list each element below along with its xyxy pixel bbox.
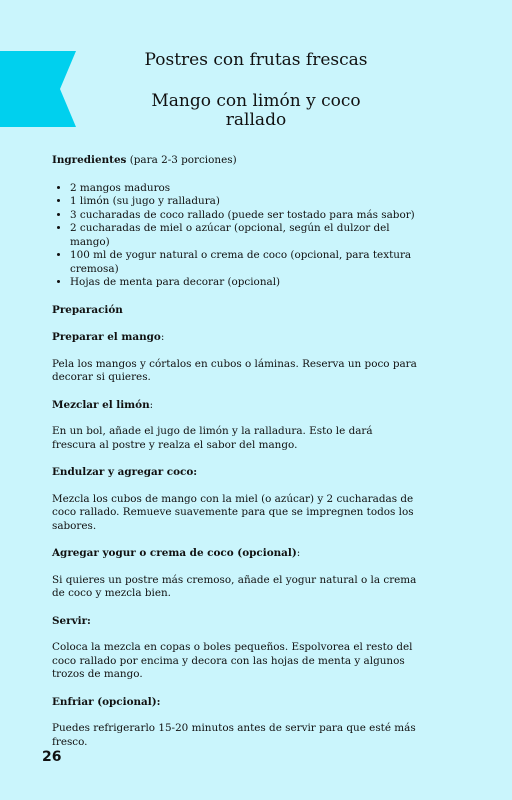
page-number: 26 <box>42 749 62 765</box>
step-title: Endulzar y agregar coco: <box>52 466 198 478</box>
ingredient-item: • 1 limón (su jugo y ralladura) <box>70 195 417 209</box>
step-text: Si quieres un postre más cremoso, añade el yogur natural o la crema de coco y mezcla bien. <box>52 573 417 599</box>
servings-note: (para 2-3 porciones) <box>129 154 237 166</box>
step-text: Pela los mangos y córtalos en cubos o láminas. Reserva un poco para decorar si quieres. <box>52 357 417 383</box>
ingredients-label: Ingredientes <box>52 154 127 166</box>
bookmark-ribbon <box>0 51 76 127</box>
step-text: En un bol, añade el jugo de limón y la ralladura. Esto le dará frescura al postre y realza el sabor del mango. <box>52 425 373 451</box>
recipe-title: Mango con limón y coco rallado <box>151 91 361 130</box>
step-title: Preparar el mango: <box>52 331 165 343</box>
ingredient-item: • 2 mangos maduros <box>70 182 417 196</box>
step-title: Servir: <box>52 614 91 627</box>
ingredient-item: • 3 cucharadas de coco rallado (puede ser tostado para más sabor) <box>70 209 417 223</box>
step-text: Coloca la mezcla en copas o boles pequeños. Espolvorea el resto del coco rallado por encima y decora con las hojas de menta y algunos trozos de mango. <box>52 641 413 680</box>
step-text: Puedes refrigerarlo 15-20 minutos antes de servir para que esté más fresco. <box>52 722 416 748</box>
ingredient-item: • 2 cucharadas de miel o azúcar (opcional, según el dulzor del mango) <box>70 222 417 249</box>
ingredient-item: • 100 ml de yogur natural o crema de coco (opcional, para textura cremosa) <box>70 249 417 276</box>
preparation-heading: Preparación <box>52 303 123 316</box>
step-title: Mezclar el limón: <box>52 398 154 411</box>
recipe-content <box>52 154 417 749</box>
ingredients-list <box>52 182 417 290</box>
step-text: Mezcla los cubos de mango con la miel (o azúcar) y 2 cucharadas de coco rallado. Remueve suavemente para que se impregnen todos los sabores. <box>52 492 414 532</box>
step-title: Enfriar (opcional): <box>52 695 161 708</box>
page-title: Postres con frutas frescas <box>144 50 368 70</box>
step-title: Agregar yogur o crema de coco (opcional): <box>52 547 301 559</box>
ingredients-heading <box>52 154 417 168</box>
ingredient-item: • Hojas de menta para decorar (opcional) <box>70 276 417 290</box>
